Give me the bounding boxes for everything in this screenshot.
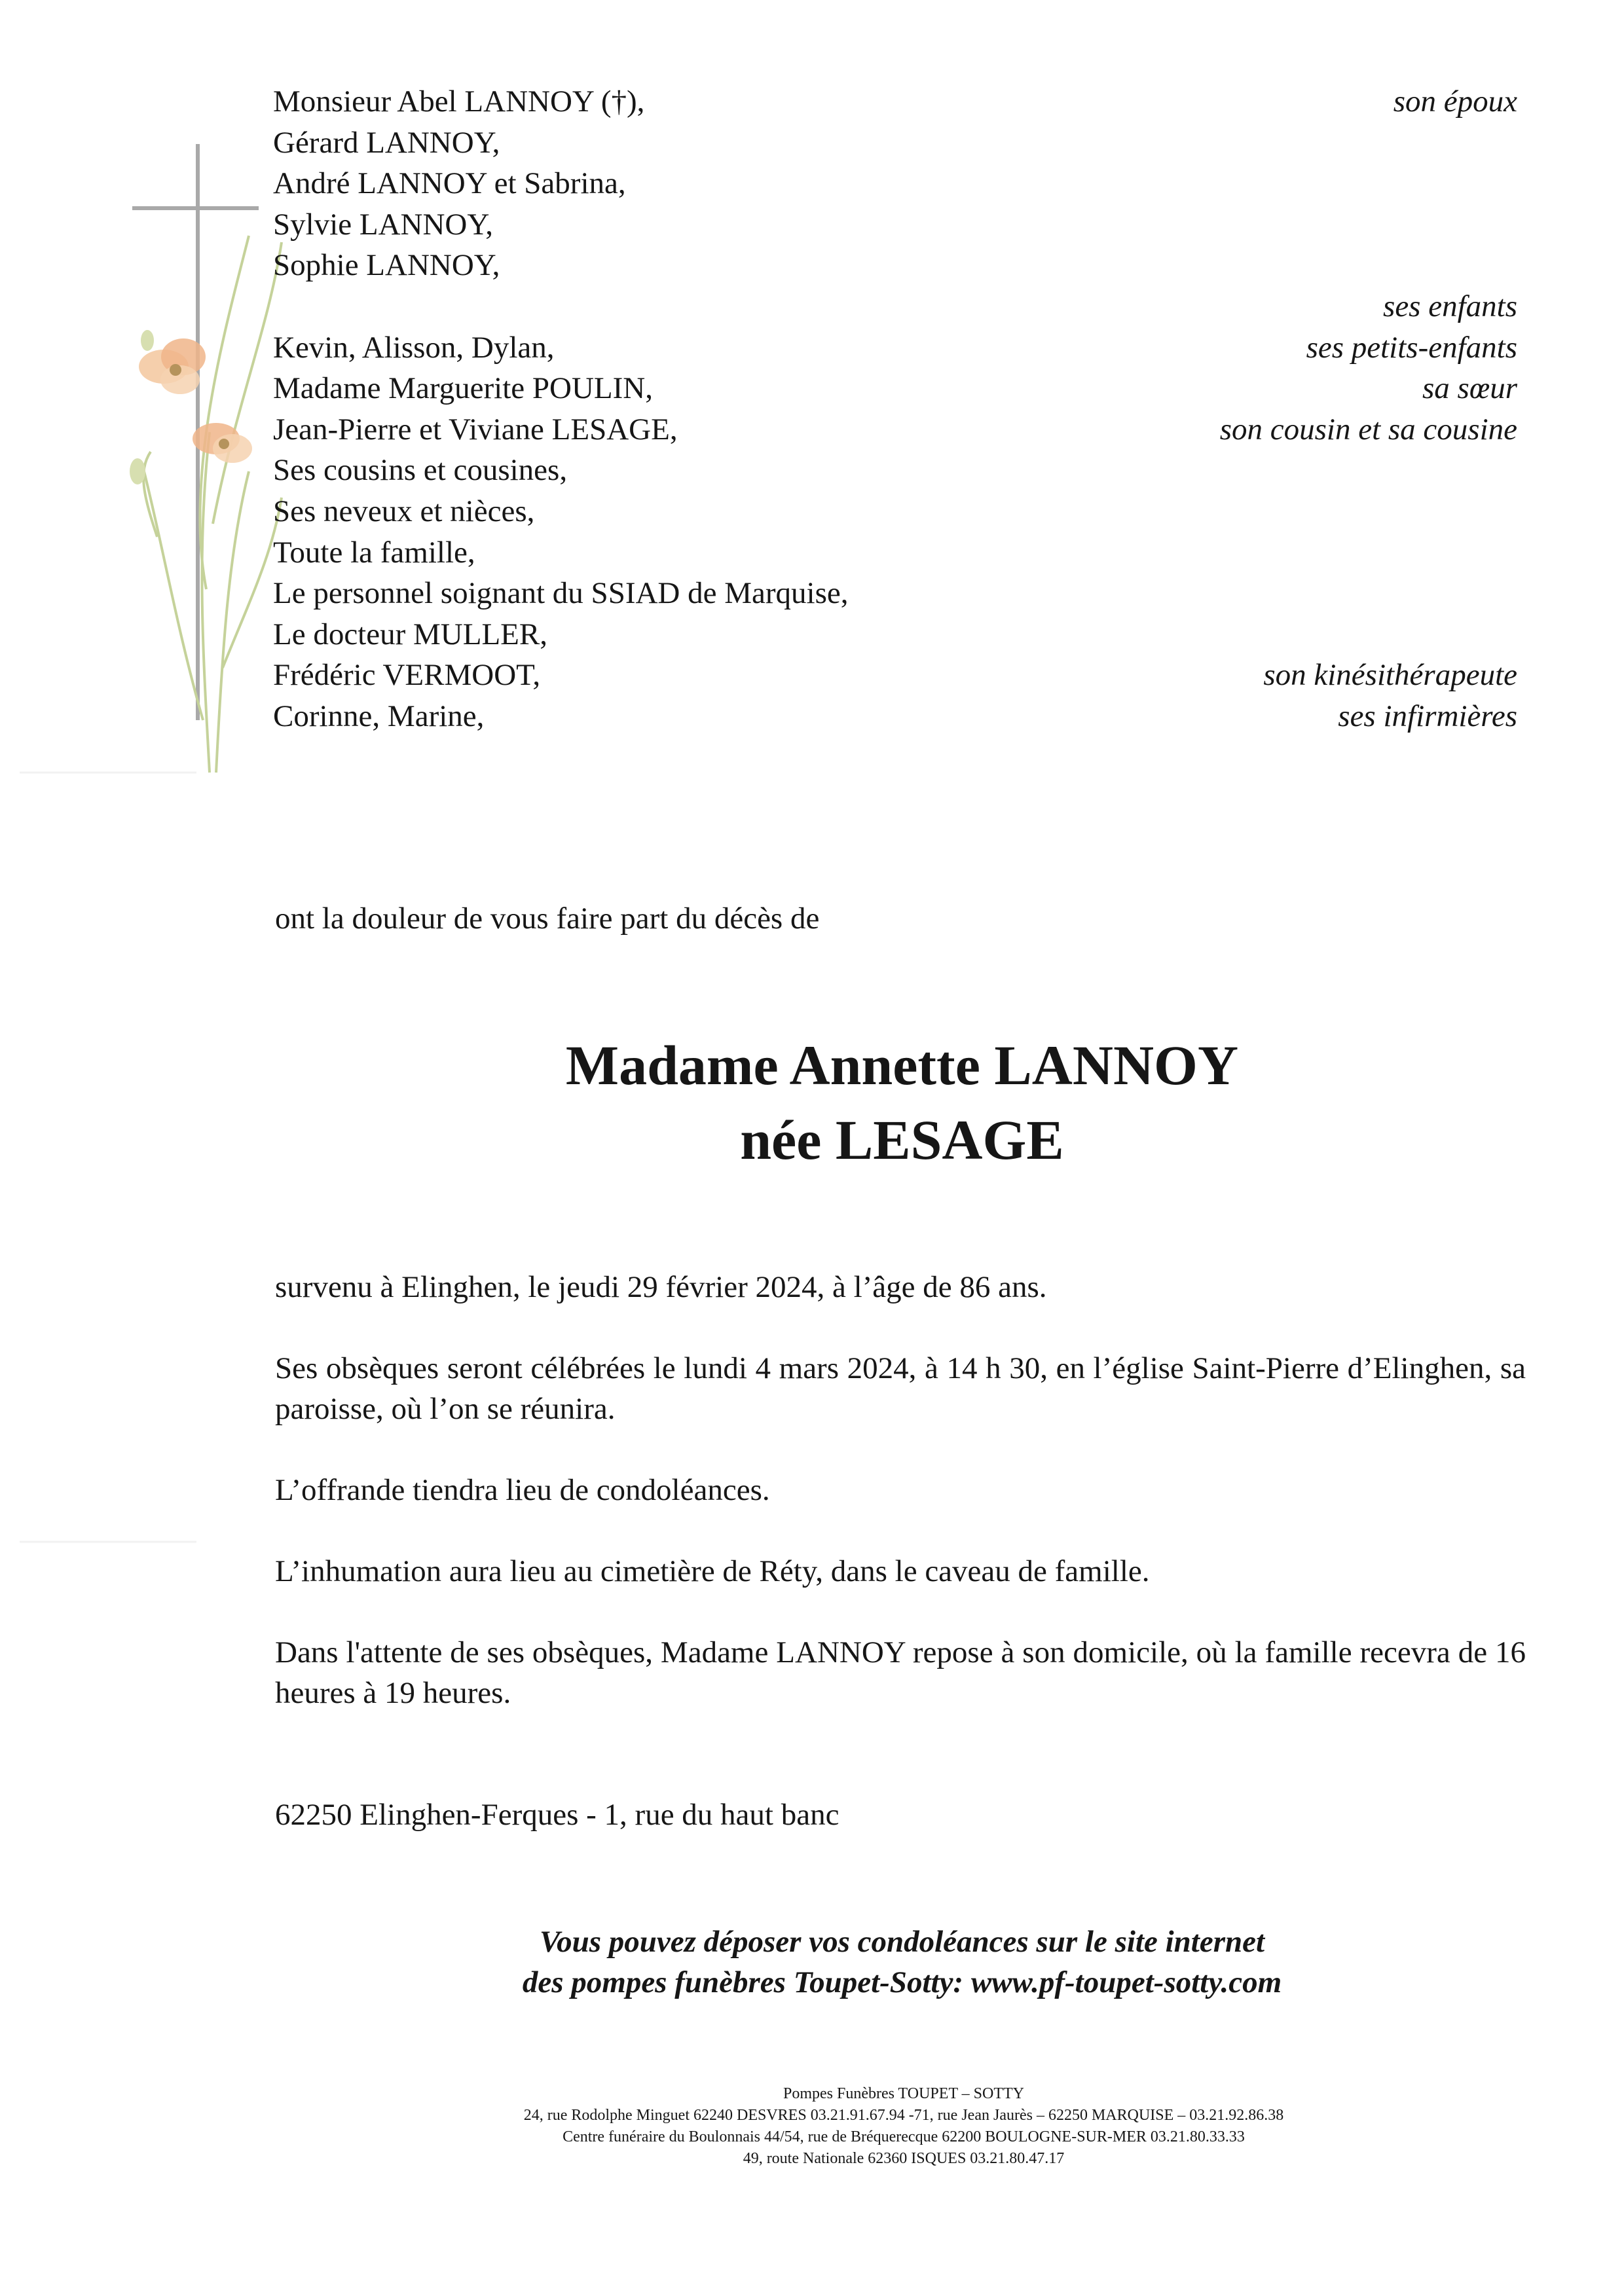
- family-row: [273, 573, 1517, 614]
- family-row: [273, 245, 1517, 286]
- family-row: [273, 450, 1517, 491]
- family-row: [273, 122, 1517, 164]
- family-member-name: Sylvie LANNOY,: [273, 207, 493, 242]
- family-row: [273, 532, 1517, 574]
- family-relation: son cousin et sa cousine: [1219, 412, 1517, 446]
- burial-paragraph: L’inhumation aura lieu au cimetière de Réty, dans le caveau de famille.: [275, 1554, 1150, 1588]
- family-row: [273, 286, 1517, 327]
- family-member-name: Sophie LANNOY,: [273, 248, 500, 283]
- family-row: [273, 491, 1517, 532]
- footer-line-4: 49, route Nationale 62360 ISQUES 03.21.80.47.17: [743, 2150, 1065, 2167]
- funeral-home-footer: [0, 2083, 1624, 2170]
- family-row: [273, 409, 1517, 450]
- notice-body: [275, 1267, 1526, 1876]
- family-member-name: Ses cousins et cousines,: [273, 453, 568, 488]
- family-member-name: Monsieur Abel LANNOY (†),: [273, 84, 645, 118]
- family-row: [273, 327, 1517, 369]
- family-member-name: Le personnel soignant du SSIAD de Marquise,: [273, 576, 849, 611]
- family-member-name: Kevin, Alisson, Dylan,: [273, 330, 555, 365]
- family-relation: son kinésithérapeute: [1263, 658, 1517, 693]
- family-row: [273, 81, 1517, 122]
- condolences-line-2: des pompes funèbres Toupet-Sotty: www.pf-toupet-sotty.com: [522, 1965, 1282, 1999]
- family-list: [273, 81, 1517, 737]
- family-row: [273, 655, 1517, 696]
- family-relation: ses petits-enfants: [1306, 330, 1517, 365]
- offering-paragraph: L’offrande tiendra lieu de condoléances.: [275, 1473, 770, 1507]
- condolences-notice: [0, 1922, 1624, 2003]
- deceased-name-block: [0, 1028, 1624, 1177]
- family-address: 62250 Elinghen-Ferques - 1, rue du haut banc: [275, 1798, 840, 1832]
- family-row: [273, 614, 1517, 655]
- family-member-name: Madame Marguerite POULIN,: [273, 371, 653, 406]
- footer-line-3: Centre funéraire du Boulonnais 44/54, rue de Bréquerecque 62200 BOULOGNE-SUR-MER 03.21.80.33.33: [563, 2128, 1245, 2145]
- family-member-name: André LANNOY et Sabrina,: [273, 166, 626, 201]
- cross-and-flowers-illustration: [118, 131, 288, 786]
- poppy-icon: [193, 423, 252, 463]
- funeral-paragraph: Ses obsèques seront célébrées le lundi 4 mars 2024, à 14 h 30, en l’église Saint-Pierre d’Elinghen, sa paroisse, où l’on se réunira.: [275, 1351, 1526, 1426]
- footer-line-2: 24, rue Rodolphe Minguet 62240 DESVRES 03.21.91.67.94 -71, rue Jean Jaurès – 62250 MARQUISE – 03.21.92.86.38: [523, 2107, 1284, 2124]
- family-relation: ses enfants: [1383, 289, 1517, 323]
- family-member-name: Toute la famille,: [273, 535, 475, 570]
- flower-stems: [143, 236, 282, 773]
- death-paragraph: survenu à Elinghen, le jeudi 29 février 2024, à l’âge de 86 ans.: [275, 1270, 1047, 1304]
- family-member-name: Jean-Pierre et Viviane LESAGE,: [273, 412, 678, 446]
- announcement-intro: ont la douleur de vous faire part du décès de: [275, 902, 820, 936]
- family-member-name: Gérard LANNOY,: [273, 125, 500, 160]
- family-relation: son époux: [1393, 84, 1517, 118]
- footer-line-1: Pompes Funèbres TOUPET – SOTTY: [783, 2085, 1024, 2102]
- family-row: [273, 204, 1517, 246]
- deceased-name: Madame Annette LANNOY: [565, 1034, 1239, 1097]
- family-member-name: Le docteur MULLER,: [273, 617, 547, 651]
- vigil-paragraph: Dans l'attente de ses obsèques, Madame LANNOY repose à son domicile, où la famille recevra de 16 heures à 19 heures.: [275, 1635, 1526, 1710]
- family-member-name: Corinne, Marine,: [273, 699, 485, 733]
- family-relation: ses infirmières: [1338, 699, 1517, 733]
- family-row: [273, 696, 1517, 737]
- family-row: [273, 368, 1517, 409]
- deceased-maiden-name: née LESAGE: [740, 1108, 1064, 1171]
- family-relation: sa sœur: [1422, 371, 1517, 406]
- family-member-name: Frédéric VERMOOT,: [273, 658, 541, 693]
- family-row: [273, 163, 1517, 204]
- condolences-line-1: Vous pouvez déposer vos condoléances sur le site internet: [539, 1925, 1265, 1959]
- family-member-name: Ses neveux et nièces,: [273, 494, 535, 528]
